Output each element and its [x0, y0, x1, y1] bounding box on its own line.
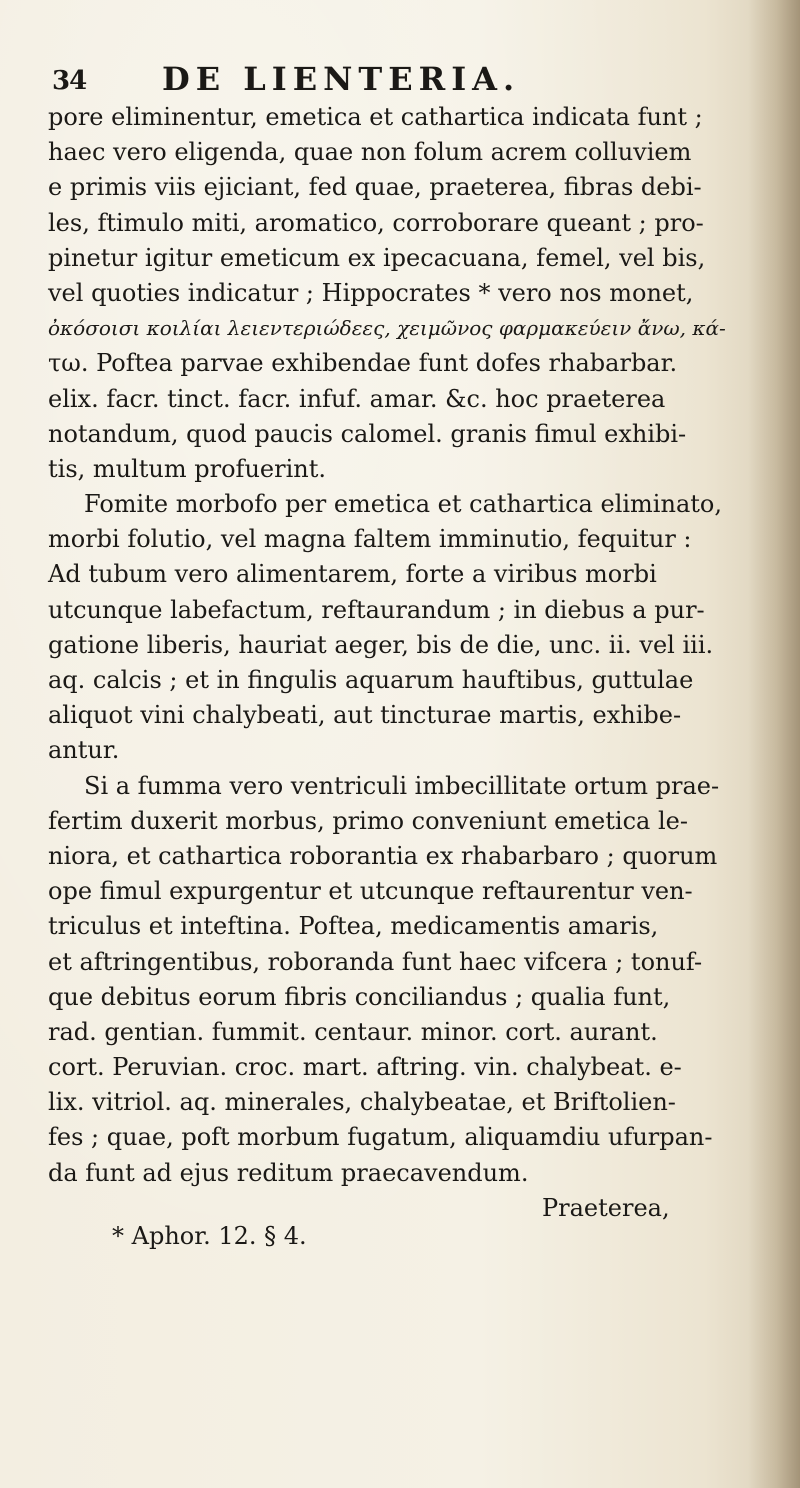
page-edge-shadow: [748, 0, 800, 1488]
text-line: aq. calcis ; et in fingulis aquarum hauftibus, guttulae: [48, 666, 694, 694]
text-line: utcunque labefactum, reftaurandum ; in diebus a pur-: [48, 595, 705, 624]
text-line: rad. gentian. fummit. centaur. minor. cort. aurant.: [48, 1017, 658, 1046]
text-line: pore eliminentur, emetica et cathartica indicata funt ;: [48, 103, 703, 131]
text-line: aliquot vini chalybeati, aut tincturae martis, exhibe-: [48, 701, 682, 730]
text-line: da funt ad ejus reditum praecavendum.: [48, 1158, 529, 1187]
text-line: notandum, quod paucis calomel. granis fimul exhibi-: [48, 419, 687, 448]
text-line: e primis viis ejiciant, fed quae, praeterea, fibras debi-: [48, 173, 702, 202]
footnote: * Aphor. 12. § 4.: [112, 1222, 307, 1250]
running-head: DE LIENTERIA.: [162, 60, 521, 98]
text-line: niora, et cathartica roborantia ex rhabarbaro ; quorum: [48, 841, 718, 870]
catchword: Praeterea,: [542, 1193, 670, 1222]
paragraph-first-line: Si a fumma vero ventriculi imbecillitate ortum prae-: [84, 771, 720, 800]
paragraph-first-line: Fomite morbofo per emetica et cathartica eliminato,: [84, 490, 722, 519]
text-line: cort. Peruvian. croc. mart. aftring. vin. chalybeat. e-: [48, 1053, 682, 1082]
text-line: et aftringentibus, roboranda funt haec vifcera ; tonuf-: [48, 947, 703, 976]
text-line: que debitus eorum fibris conciliandus ; qualia funt,: [48, 982, 671, 1011]
text-line: antur.: [48, 736, 120, 765]
text-line: morbi folutio, vel magna faltem imminutio, fequitur :: [48, 525, 692, 554]
text-line: haec vero eligenda, quae non folum acrem colluviem: [48, 138, 692, 167]
text-line: les, ftimulo miti, aromatico, corroborare queant ; pro-: [48, 208, 704, 237]
text-line: fertim duxerit morbus, primo conveniunt emetica le-: [48, 806, 688, 835]
body-text: [48, 100, 738, 1226]
text-line: ope fimul expurgentur et utcunque reftaurentur ven-: [48, 877, 693, 906]
text-line: vel quoties indicatur ; Hippocrates * vero nos monet,: [48, 278, 694, 307]
page-header: [52, 56, 732, 96]
text-line: lix. vitriol. aq. minerales, chalybeatae, et Briftolien-: [48, 1088, 676, 1117]
text-line: τω. Poftea parvae exhibendae funt dofes rhabarbar.: [48, 349, 678, 378]
text-line: triculus et inteftina. Poftea, medicamentis amaris,: [48, 912, 659, 941]
text-line: elix. facr. tinct. facr. infuf. amar. &c. hoc praeterea: [48, 384, 666, 413]
text-line: pinetur igitur emeticum ex ipecacuana, femel, vel bis,: [48, 243, 706, 272]
page-number: 34: [52, 66, 87, 96]
text-line: Ad tubum vero alimentarem, forte a viribus morbi: [48, 560, 657, 589]
text-line: tis, multum profuerint.: [48, 454, 326, 483]
text-line: ὀκόσοισι κοιλίαι λειεντεριώδεες, χειμῶνος φαρμακεύειν ἄνω, κά-: [48, 316, 726, 341]
text-line: gatione liberis, hauriat aeger, bis de die, unc. ii. vel iii.: [48, 630, 714, 659]
text-line: fes ; quae, poft morbum fugatum, aliquamdiu ufurpan-: [48, 1123, 713, 1152]
